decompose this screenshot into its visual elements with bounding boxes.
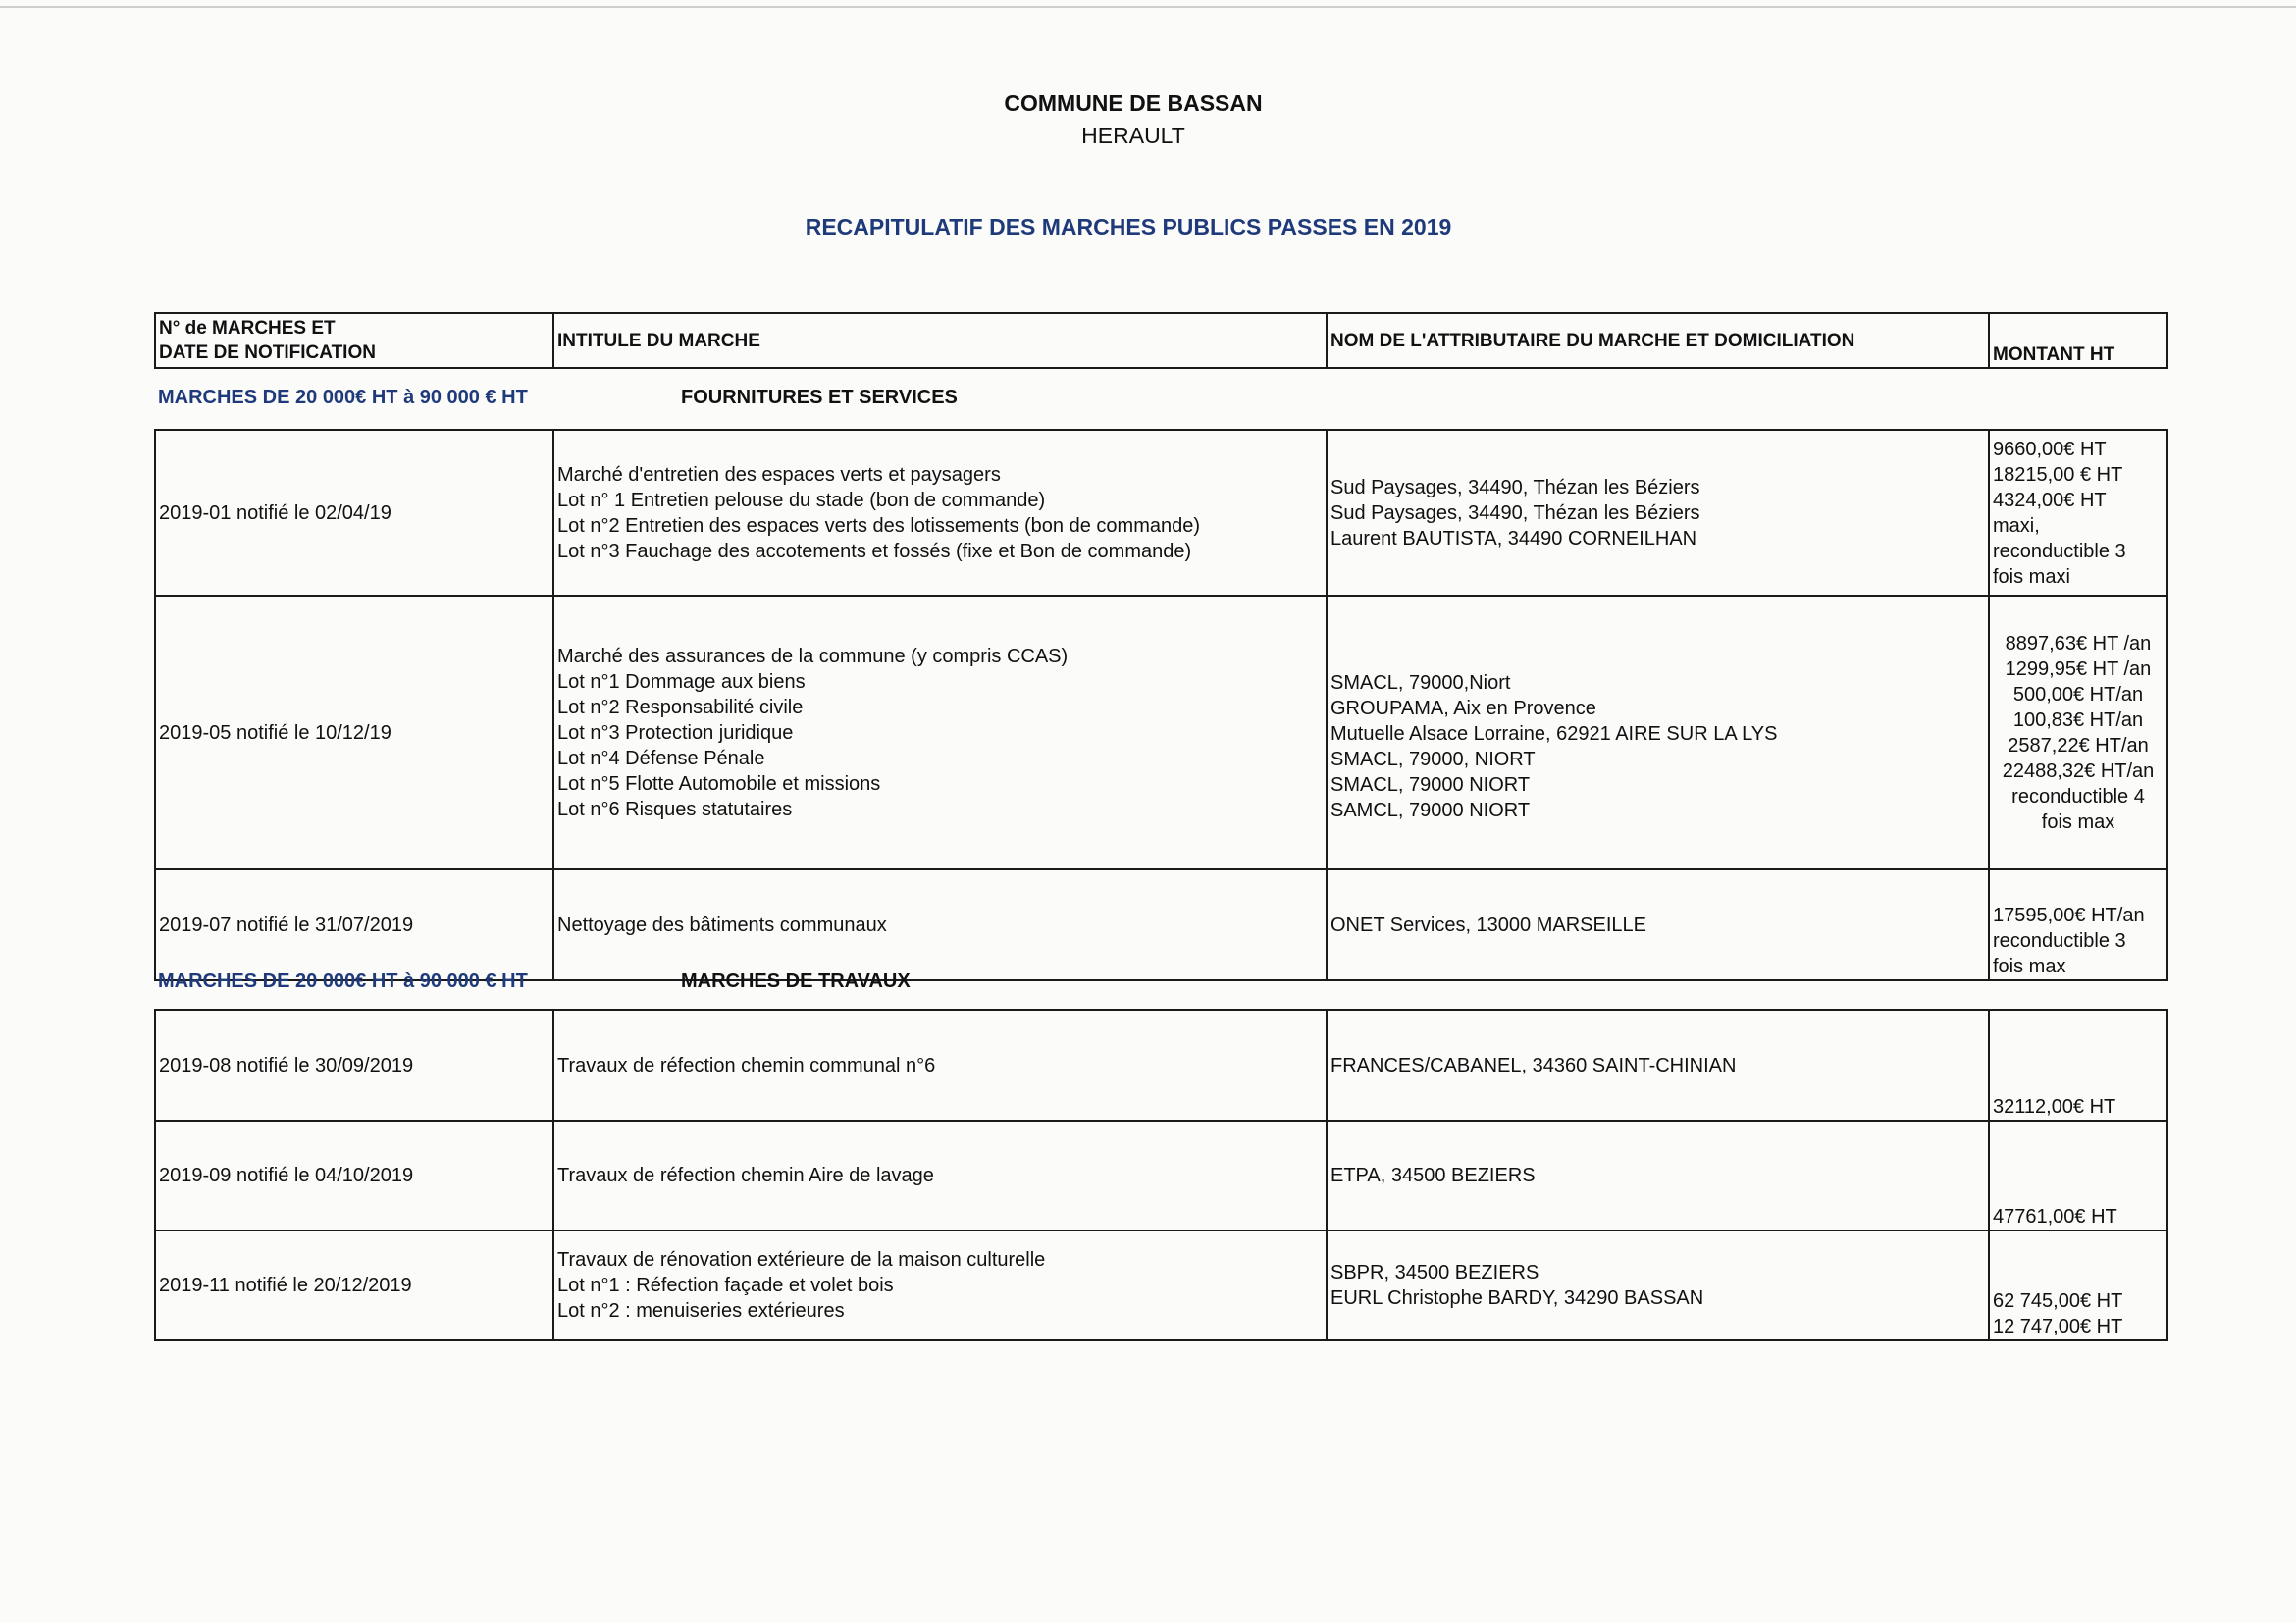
- section-range-travaux: MARCHES DE 20 000€ HT à 90 000 € HT: [158, 970, 528, 992]
- cell-intitule: Travaux de réfection chemin Aire de lavage: [553, 1121, 1327, 1230]
- commune-name: COMMUNE DE BASSAN: [1004, 90, 1263, 116]
- cell-montant: 9660,00€ HT 18215,00 € HT 4324,00€ HT maxi, reconductible 3 fois maxi: [1989, 430, 2167, 596]
- section-range-fournitures: MARCHES DE 20 000€ HT à 90 000 € HT: [158, 387, 528, 408]
- table-row: [155, 1121, 2167, 1230]
- cell-montant: 47761,00€ HT: [1989, 1121, 2167, 1230]
- table-fournitures-services: [154, 429, 2168, 981]
- cell-attributaire: Sud Paysages, 34490, Thézan les Béziers Sud Paysages, 34490, Thézan les Béziers Laurent BAUTISTA, 34490 CORNEILHAN: [1327, 430, 1989, 596]
- cell-montant: 8897,63€ HT /an 1299,95€ HT /an 500,00€ HT/an 100,83€ HT/an 2587,22€ HT/an 22488,32€ HT/an reconductible 4 fois max: [1989, 596, 2167, 869]
- cell-attributaire: ONET Services, 13000 MARSEILLE: [1327, 869, 1989, 980]
- column-header-numero: N° de MARCHES ET DATE DE NOTIFICATION: [155, 313, 553, 368]
- column-header-montant: MONTANT HT: [1989, 313, 2167, 368]
- section-label-travaux: MARCHES DE TRAVAUX: [681, 970, 911, 992]
- cell-intitule: Marché des assurances de la commune (y compris CCAS) Lot n°1 Dommage aux biens Lot n°2 Responsabilité civile Lot n°3 Protection juridique Lot n°4 Défense Pénale Lot n°5 Flotte Automobile et missions Lot n°6 Risques statutaires: [553, 596, 1327, 869]
- cell-numero: 2019-07 notifié le 31/07/2019: [155, 869, 553, 980]
- table-row: [155, 1230, 2167, 1340]
- table-row: [155, 596, 2167, 869]
- scan-top-edge: [0, 6, 2296, 8]
- cell-attributaire: FRANCES/CABANEL, 34360 SAINT-CHINIAN: [1327, 1010, 1989, 1121]
- table-header: [154, 312, 2168, 369]
- cell-montant: 32112,00€ HT: [1989, 1010, 2167, 1121]
- cell-intitule: Travaux de réfection chemin communal n°6: [553, 1010, 1327, 1121]
- cell-numero: 2019-05 notifié le 10/12/19: [155, 596, 553, 869]
- cell-attributaire: SMACL, 79000,Niort GROUPAMA, Aix en Provence Mutuelle Alsace Lorraine, 62921 AIRE SUR LA LYS SMACL, 79000, NIORT SMACL, 79000 NIORT SAMCL, 79000 NIORT: [1327, 596, 1989, 869]
- table-row: [155, 1010, 2167, 1121]
- table-row: [155, 869, 2167, 980]
- cell-numero: 2019-09 notifié le 04/10/2019: [155, 1121, 553, 1230]
- cell-attributaire: SBPR, 34500 BEZIERS EURL Christophe BARDY, 34290 BASSAN: [1327, 1230, 1989, 1340]
- section-label-fournitures: FOURNITURES ET SERVICES: [681, 387, 958, 408]
- cell-montant: 62 745,00€ HT 12 747,00€ HT: [1989, 1230, 2167, 1340]
- cell-montant: 17595,00€ HT/an reconductible 3 fois max: [1989, 869, 2167, 980]
- cell-intitule: Marché d'entretien des espaces verts et paysagers Lot n° 1 Entretien pelouse du stade (bon de commande) Lot n°2 Entretien des espaces verts des lotissements (bon de commande) Lot n°3 Fauchage des accotements et fossés (fixe et Bon de commande): [553, 430, 1327, 596]
- cell-numero: 2019-11 notifié le 20/12/2019: [155, 1230, 553, 1340]
- cell-attributaire: ETPA, 34500 BEZIERS: [1327, 1121, 1989, 1230]
- table-row: [155, 430, 2167, 596]
- region-name: HERAULT: [1081, 123, 1185, 148]
- column-header-attributaire: NOM DE L'ATTRIBUTAIRE DU MARCHE ET DOMICILIATION: [1327, 313, 1989, 368]
- table-travaux: [154, 1009, 2168, 1341]
- cell-numero: 2019-08 notifié le 30/09/2019: [155, 1010, 553, 1121]
- cell-intitule: Nettoyage des bâtiments communaux: [553, 869, 1327, 980]
- page-title: RECAPITULATIF DES MARCHES PUBLICS PASSES EN 2019: [805, 214, 1452, 239]
- cell-intitule: Travaux de rénovation extérieure de la maison culturelle Lot n°1 : Réfection façade et volet bois Lot n°2 : menuiseries extérieures: [553, 1230, 1327, 1340]
- cell-numero: 2019-01 notifié le 02/04/19: [155, 430, 553, 596]
- column-header-intitule: INTITULE DU MARCHE: [553, 313, 1327, 368]
